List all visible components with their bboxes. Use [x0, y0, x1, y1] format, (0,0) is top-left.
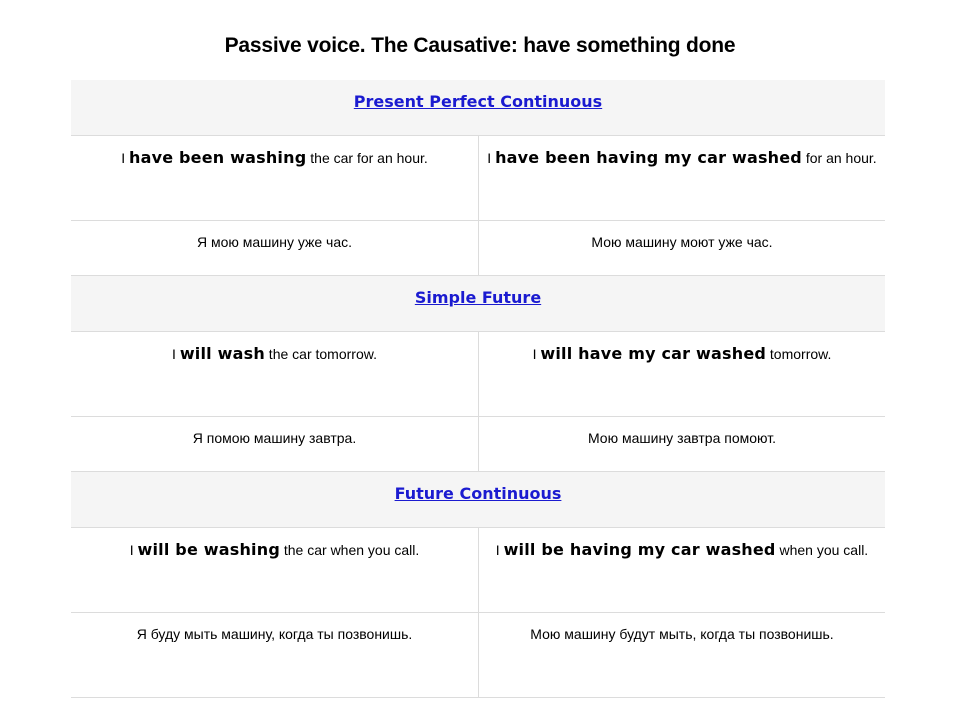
section-header	[71, 80, 885, 136]
example-subject: I	[532, 346, 541, 362]
example-verb: will wash	[179, 344, 265, 363]
english-row	[71, 528, 885, 613]
causative-example	[478, 136, 885, 220]
section-link-present-perfect-continuous[interactable]: Present Perfect Continuous	[353, 92, 603, 111]
section-header	[71, 472, 885, 528]
section-link-simple-future[interactable]: Simple Future	[414, 288, 542, 307]
section-header	[71, 276, 885, 332]
example-rest: the car for an hour.	[306, 150, 428, 166]
causative-example	[478, 332, 885, 416]
example-rest: tomorrow.	[766, 346, 832, 362]
russian-row	[71, 221, 885, 276]
page-title: Passive voice. The Causative: have something done	[224, 34, 736, 57]
english-row	[71, 332, 885, 417]
active-translation: Я помою машину завтра.	[192, 430, 357, 446]
example-rest: the car when you call.	[279, 542, 420, 558]
example-rest: the car tomorrow.	[264, 346, 377, 362]
example-verb: have been washing	[128, 148, 307, 167]
example-subject: I	[495, 542, 504, 558]
example-verb: will be having my car washed	[503, 540, 776, 559]
causative-translation: Мою машину будут мыть, когда ты позвонишь.	[478, 613, 885, 697]
section-link-future-continuous[interactable]: Future Continuous	[394, 484, 562, 503]
causative-translation: Мою машину моют уже час.	[478, 221, 885, 275]
example-subject: I	[121, 150, 129, 166]
causative-translation: Мою машину завтра помоют.	[478, 417, 885, 471]
active-translation: Я мою машину уже час.	[196, 234, 353, 250]
example-verb: have been having my car washed	[495, 148, 802, 167]
example-verb: will be washing	[137, 540, 280, 559]
example-subject: I	[487, 150, 496, 166]
tense-table	[71, 80, 885, 698]
example-subject: I	[129, 542, 138, 558]
english-row	[71, 136, 885, 221]
russian-row	[71, 417, 885, 472]
causative-example	[478, 528, 885, 612]
active-example	[71, 332, 478, 416]
active-example	[71, 136, 478, 220]
example-rest: when you call.	[775, 542, 869, 558]
example-subject: I	[172, 346, 180, 362]
active-example	[71, 528, 478, 612]
active-translation: Я буду мыть машину, когда ты позвонишь.	[136, 626, 413, 642]
example-verb: will have my car washed	[540, 344, 767, 363]
russian-row	[71, 613, 885, 698]
example-rest: for an hour.	[801, 150, 877, 166]
